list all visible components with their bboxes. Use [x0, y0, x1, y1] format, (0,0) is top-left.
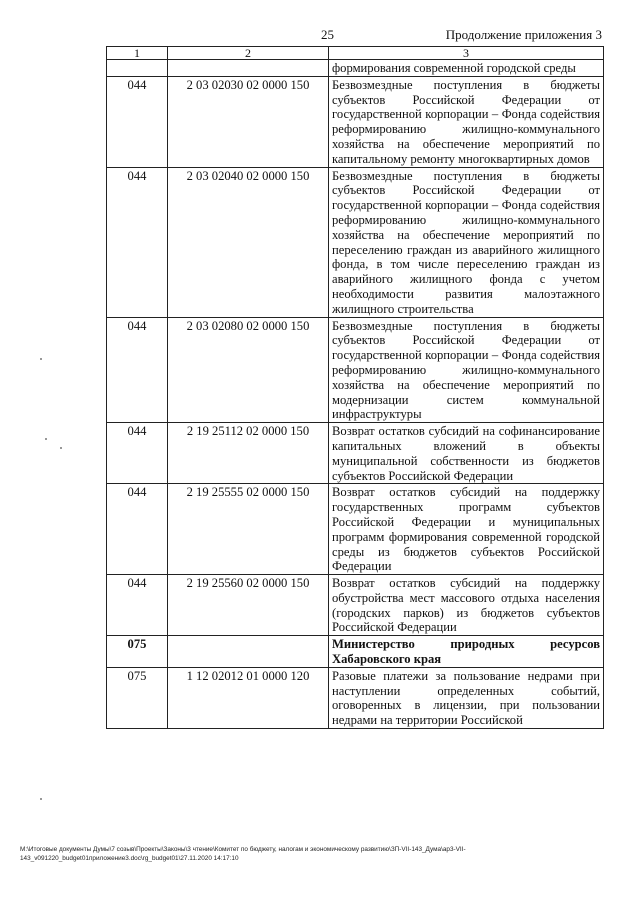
- budget-code-table: [106, 46, 604, 729]
- description-cell: Возврат остатков субсидий на поддержку обустройства мест массового отдыха населения (городских парков) из бюджетов субъектов Российской Федерации: [329, 575, 604, 636]
- table-row: [107, 423, 604, 484]
- revenue-code-cell: 1 12 02012 01 0000 120: [168, 667, 329, 728]
- admin-code-cell: 075: [107, 636, 168, 668]
- column-number-row: [107, 47, 604, 60]
- column-number-cell: 2: [168, 47, 329, 60]
- table-row: [107, 60, 604, 77]
- revenue-code-cell: [168, 60, 329, 77]
- admin-code-cell: 044: [107, 317, 168, 423]
- scan-speck: [45, 438, 47, 440]
- revenue-code-cell: 2 19 25112 02 0000 150: [168, 423, 329, 484]
- admin-code-cell: 044: [107, 76, 168, 167]
- table-row: [107, 317, 604, 423]
- description-cell: формирования современной городской среды: [329, 60, 604, 77]
- revenue-code-cell: 2 03 02030 02 0000 150: [168, 76, 329, 167]
- description-cell: Возврат остатков субсидий на поддержку государственных программ субъектов Российской Федерации и муниципальных программ формирования современной городской среды из бюджетов субъектов Российской Федерации: [329, 484, 604, 575]
- description-cell: Безвозмездные поступления в бюджеты субъектов Российской Федерации от государственной корпорации – Фонда содействия реформированию жилищно-коммунального хозяйства на обеспечение мероприятий по переселению граждан из аварийного жилищного фонда, в том числе переселению граждан из аварийного жилищного фонда с учетом необходимости развития малоэтажного жилищного строительства: [329, 167, 604, 317]
- table-row: [107, 636, 604, 668]
- description-cell: Возврат остатков субсидий на софинансирование капитальных вложений в объекты муниципальной собственности из бюджетов субъектов Российской Федерации: [329, 423, 604, 484]
- admin-code-cell: 044: [107, 484, 168, 575]
- description-cell: Безвозмездные поступления в бюджеты субъектов Российской Федерации от государственной корпорации – Фонда содействия реформированию жилищно-коммунального хозяйства на обеспечение мероприятий по капитальному ремонту многоквартирных домов: [329, 76, 604, 167]
- scan-speck: [40, 358, 42, 360]
- table-row: [107, 167, 604, 317]
- document-file-path: M:\Итоговые документы Думы\7 созыв\Проекты\Законы\3 чтение\Комитет по бюджету, налогам и экономическому развитию\ЗП-VII-143_Дума\ар3-VII-143_v091220_budget01приложение3.doc\rg_budget01\27.11.2020 14:17:10: [20, 846, 466, 862]
- table-row: [107, 667, 604, 728]
- admin-code-cell: 075: [107, 667, 168, 728]
- page-number: 25: [321, 27, 334, 42]
- admin-code-cell: [107, 60, 168, 77]
- revenue-code-cell: 2 03 02040 02 0000 150: [168, 167, 329, 317]
- scan-speck: [60, 447, 62, 449]
- description-cell: Безвозмездные поступления в бюджеты субъектов Российской Федерации от государственной корпорации – Фонда содействия реформированию жилищно-коммунального хозяйства на обеспечение мероприятий по модернизации систем коммунальной инфраструктуры: [329, 317, 604, 423]
- table-row: [107, 76, 604, 167]
- revenue-code-cell: 2 19 25560 02 0000 150: [168, 575, 329, 636]
- admin-code-cell: 044: [107, 575, 168, 636]
- revenue-code-cell: 2 03 02080 02 0000 150: [168, 317, 329, 423]
- column-number-cell: 3: [329, 47, 604, 60]
- admin-code-cell: 044: [107, 423, 168, 484]
- description-cell: Министерство природных ресурсов Хабаровского края: [329, 636, 604, 668]
- continuation-label: Продолжение приложения 3: [445, 27, 602, 42]
- table-row: [107, 484, 604, 575]
- admin-code-cell: 044: [107, 167, 168, 317]
- table-row: [107, 575, 604, 636]
- column-number-cell: 1: [107, 47, 168, 60]
- description-cell: Разовые платежи за пользование недрами при наступлении определенных событий, оговоренных в лицензии, при пользовании недрами на территории Российской: [329, 667, 604, 728]
- revenue-code-cell: [168, 636, 329, 668]
- revenue-code-cell: 2 19 25555 02 0000 150: [168, 484, 329, 575]
- scan-speck: [40, 798, 42, 800]
